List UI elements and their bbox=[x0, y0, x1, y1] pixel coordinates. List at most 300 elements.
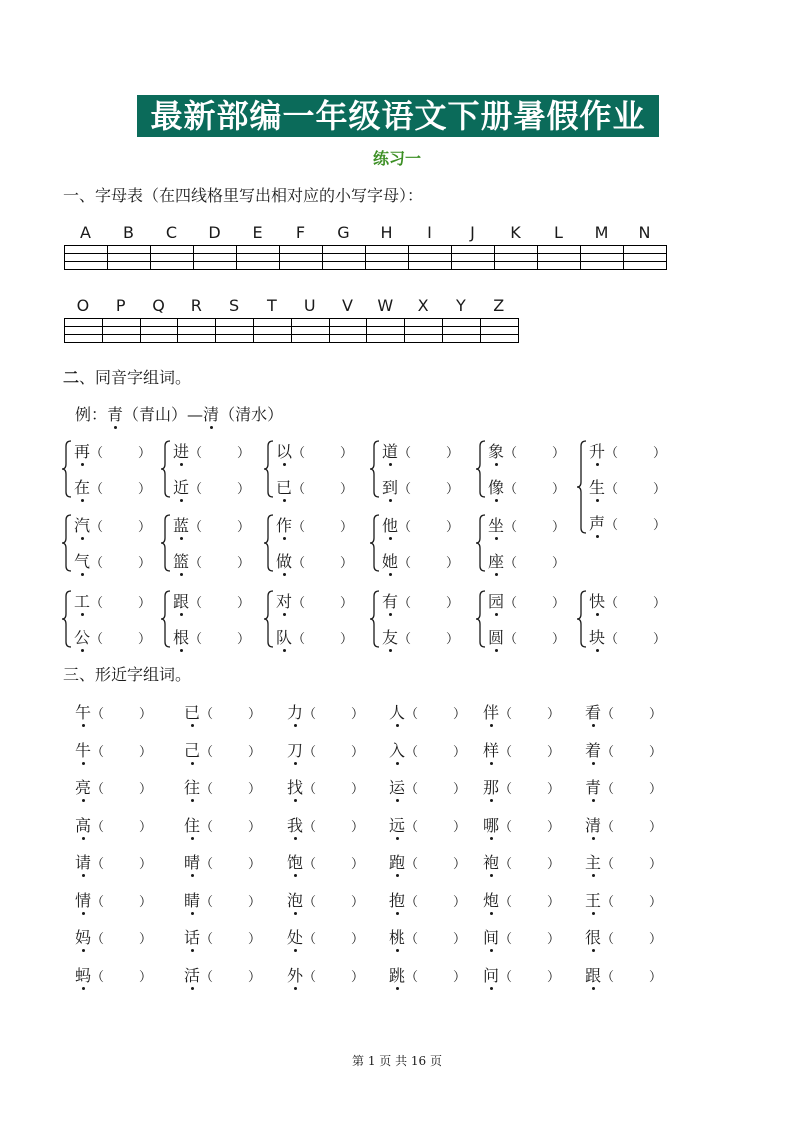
writing-cell[interactable] bbox=[216, 335, 254, 343]
char: 话 bbox=[184, 928, 201, 947]
paren-open: （ bbox=[303, 707, 317, 722]
paren-open: （ bbox=[91, 782, 105, 797]
writing-cell[interactable] bbox=[102, 327, 140, 335]
writing-cell[interactable] bbox=[624, 254, 667, 262]
char-entry bbox=[75, 815, 153, 838]
alphabet-letter: O bbox=[76, 296, 90, 315]
paren-close: ） bbox=[139, 744, 153, 760]
paren-close: ） bbox=[351, 819, 365, 835]
char-entry bbox=[488, 628, 566, 650]
paren-open: （ bbox=[90, 556, 104, 571]
char-entry bbox=[287, 815, 365, 838]
paren-close: ） bbox=[248, 782, 262, 797]
char-entry bbox=[488, 592, 566, 614]
paren-open: （ bbox=[398, 632, 412, 647]
writing-cell[interactable] bbox=[65, 335, 103, 343]
char-entry bbox=[75, 703, 153, 725]
paren-close: ） bbox=[552, 520, 566, 535]
char: 座 bbox=[488, 552, 505, 571]
paren-close: ） bbox=[552, 446, 566, 461]
paren-close: ） bbox=[649, 819, 663, 835]
writing-cell[interactable] bbox=[409, 262, 452, 270]
char: 跟 bbox=[585, 965, 602, 985]
char-entry bbox=[389, 815, 467, 838]
four-line-grid-2 bbox=[64, 318, 519, 343]
paren-open: （ bbox=[292, 596, 306, 611]
paren-open: （ bbox=[405, 932, 419, 947]
paren-close: ） bbox=[552, 482, 566, 497]
example-prefix: 例： bbox=[75, 405, 108, 424]
writing-cell[interactable] bbox=[323, 254, 366, 262]
paren-open: （ bbox=[405, 744, 419, 760]
char-entry bbox=[483, 853, 561, 875]
writing-cell[interactable] bbox=[442, 319, 480, 327]
char-entry bbox=[585, 890, 663, 913]
paren-close: ） bbox=[453, 857, 467, 872]
char: 请 bbox=[75, 853, 92, 872]
writing-cell[interactable] bbox=[624, 246, 667, 254]
char: 工 bbox=[74, 592, 91, 611]
char-entry bbox=[184, 778, 262, 800]
char-entry bbox=[276, 592, 354, 614]
char: 到 bbox=[382, 478, 399, 497]
writing-cell[interactable] bbox=[367, 335, 405, 343]
char-entry bbox=[184, 815, 262, 838]
paren-close: ） bbox=[237, 520, 251, 535]
char: 篮 bbox=[173, 552, 190, 571]
writing-cell[interactable] bbox=[291, 327, 329, 335]
writing-cell[interactable] bbox=[409, 254, 452, 262]
writing-cell[interactable] bbox=[253, 335, 291, 343]
brace-icon bbox=[575, 590, 589, 648]
char: 坐 bbox=[488, 516, 505, 535]
char-entry bbox=[276, 478, 354, 500]
writing-cell[interactable] bbox=[624, 262, 667, 270]
writing-cell[interactable] bbox=[581, 254, 624, 262]
char-entry bbox=[276, 516, 354, 538]
paren-open: （ bbox=[292, 520, 306, 535]
writing-cell[interactable] bbox=[65, 246, 108, 254]
writing-cell[interactable] bbox=[452, 246, 495, 254]
char: 人 bbox=[389, 703, 406, 722]
writing-cell[interactable] bbox=[329, 327, 367, 335]
char: 远 bbox=[389, 815, 406, 835]
paren-open: （ bbox=[504, 446, 518, 461]
char: 牛 bbox=[75, 740, 92, 760]
writing-cell[interactable] bbox=[102, 335, 140, 343]
paren-open: （ bbox=[601, 707, 615, 722]
paren-open: （ bbox=[91, 969, 105, 985]
writing-cell[interactable] bbox=[442, 327, 480, 335]
char: 已 bbox=[276, 478, 293, 497]
paren-close: ） bbox=[237, 446, 251, 461]
char: 升 bbox=[589, 442, 606, 461]
paren-open: （ bbox=[189, 556, 203, 571]
char-entry bbox=[389, 890, 467, 913]
paren-close: ） bbox=[248, 969, 262, 985]
writing-cell[interactable] bbox=[581, 262, 624, 270]
paren-close: ） bbox=[351, 894, 365, 910]
section2-number: 二 bbox=[63, 368, 80, 387]
writing-cell[interactable] bbox=[495, 246, 538, 254]
paren-open: （ bbox=[292, 632, 306, 647]
char-entry bbox=[75, 853, 153, 875]
alphabet-letter: U bbox=[303, 296, 316, 315]
paren-close: ） bbox=[453, 969, 467, 985]
paren-close: ） bbox=[446, 482, 460, 497]
paren-open: （ bbox=[303, 782, 317, 797]
paren-open: （ bbox=[90, 520, 104, 535]
char-entry bbox=[74, 442, 152, 464]
char: 清 bbox=[585, 815, 602, 835]
alphabet-letter: C bbox=[165, 223, 178, 242]
writing-cell[interactable] bbox=[108, 246, 151, 254]
char-entry bbox=[585, 778, 663, 800]
paren-close: ） bbox=[351, 782, 365, 797]
writing-cell[interactable] bbox=[329, 319, 367, 327]
writing-cell[interactable] bbox=[367, 327, 405, 335]
char-entry bbox=[173, 516, 251, 538]
paren-open: （ bbox=[91, 857, 105, 872]
paren-close: ） bbox=[248, 894, 262, 910]
paren-close: ） bbox=[237, 632, 251, 647]
paren-close: ） bbox=[653, 596, 667, 611]
alphabet-letter: K bbox=[510, 223, 521, 242]
char: 跑 bbox=[389, 853, 406, 872]
char-entry bbox=[287, 890, 365, 913]
char: 跳 bbox=[389, 965, 406, 985]
paren-open: （ bbox=[601, 894, 615, 910]
char: 对 bbox=[276, 592, 293, 611]
char: 道 bbox=[382, 442, 399, 461]
paren-open: （ bbox=[504, 632, 518, 647]
paren-close: ） bbox=[351, 932, 365, 947]
paren-close: ） bbox=[547, 744, 561, 760]
char: 气 bbox=[74, 552, 91, 571]
writing-cell[interactable] bbox=[366, 254, 409, 262]
char: 青 bbox=[585, 778, 602, 797]
char: 很 bbox=[585, 928, 602, 947]
writing-cell[interactable] bbox=[108, 262, 151, 270]
char-entry bbox=[483, 778, 561, 800]
paren-close: ） bbox=[453, 782, 467, 797]
char-entry bbox=[389, 740, 467, 763]
brace-icon bbox=[575, 440, 589, 534]
writing-cell[interactable] bbox=[366, 262, 409, 270]
writing-cell[interactable] bbox=[216, 327, 254, 335]
char-entry bbox=[173, 478, 251, 500]
brace-icon bbox=[159, 440, 173, 498]
writing-cell[interactable] bbox=[405, 335, 443, 343]
paren-open: （ bbox=[90, 446, 104, 461]
brace-icon bbox=[368, 590, 382, 648]
writing-cell[interactable] bbox=[237, 254, 280, 262]
char-entry bbox=[184, 853, 262, 875]
char-entry bbox=[483, 815, 561, 838]
paren-close: ） bbox=[340, 556, 354, 571]
char-entry bbox=[589, 592, 667, 614]
char-entry bbox=[389, 965, 467, 988]
char: 再 bbox=[74, 442, 91, 461]
char: 饱 bbox=[287, 853, 304, 872]
brace-icon bbox=[159, 514, 173, 572]
paren-open: （ bbox=[91, 894, 105, 910]
char-entry bbox=[589, 628, 667, 650]
writing-cell[interactable] bbox=[178, 319, 216, 327]
char-entry bbox=[75, 740, 153, 763]
char: 跟 bbox=[173, 592, 190, 611]
char: 以 bbox=[276, 442, 293, 461]
brace-icon bbox=[60, 440, 74, 498]
char-entry bbox=[585, 965, 663, 988]
char-entry bbox=[75, 778, 153, 800]
char-entry bbox=[276, 552, 354, 574]
writing-cell[interactable] bbox=[367, 319, 405, 327]
paren-close: ） bbox=[139, 857, 153, 872]
writing-cell[interactable] bbox=[323, 262, 366, 270]
paren-close: ） bbox=[340, 632, 354, 647]
paren-close: ） bbox=[653, 482, 667, 497]
writing-cell[interactable] bbox=[538, 246, 581, 254]
paren-close: ） bbox=[351, 707, 365, 722]
paren-open: （ bbox=[91, 819, 105, 835]
writing-cell[interactable] bbox=[280, 246, 323, 254]
char-entry bbox=[488, 442, 566, 464]
writing-cell[interactable] bbox=[108, 254, 151, 262]
writing-cell[interactable] bbox=[480, 327, 518, 335]
writing-cell[interactable] bbox=[495, 254, 538, 262]
paren-close: ） bbox=[547, 969, 561, 985]
char: 找 bbox=[287, 778, 304, 797]
paren-open: （ bbox=[189, 520, 203, 535]
writing-cell[interactable] bbox=[409, 246, 452, 254]
writing-cell[interactable] bbox=[65, 254, 108, 262]
paren-close: ） bbox=[547, 782, 561, 797]
writing-cell[interactable] bbox=[480, 319, 518, 327]
char: 进 bbox=[173, 442, 190, 461]
alphabet-letter: V bbox=[342, 296, 353, 315]
char: 我 bbox=[287, 815, 304, 835]
char-entry bbox=[389, 703, 467, 725]
paren-open: （ bbox=[189, 596, 203, 611]
writing-cell[interactable] bbox=[280, 254, 323, 262]
char: 情 bbox=[75, 890, 92, 910]
paren-close: ） bbox=[248, 744, 262, 760]
paren-open: （ bbox=[601, 744, 615, 760]
char-entry bbox=[589, 442, 667, 464]
paren-close: ） bbox=[649, 969, 663, 985]
writing-cell[interactable] bbox=[194, 262, 237, 270]
writing-cell[interactable] bbox=[178, 335, 216, 343]
writing-cell[interactable] bbox=[178, 327, 216, 335]
paren-close: ） bbox=[453, 707, 467, 722]
paren-close: ） bbox=[446, 596, 460, 611]
paren-close: ） bbox=[649, 894, 663, 910]
paren-close: ） bbox=[351, 969, 365, 985]
paren-close: ） bbox=[453, 744, 467, 760]
paren-close: ） bbox=[446, 632, 460, 647]
paren-close: ） bbox=[653, 632, 667, 647]
char-entry bbox=[585, 740, 663, 763]
paren-close: ） bbox=[139, 894, 153, 910]
brace-icon bbox=[368, 514, 382, 572]
paren-open: （ bbox=[91, 707, 105, 722]
brace-icon bbox=[474, 514, 488, 572]
alphabet-letter: S bbox=[229, 296, 240, 315]
char-entry bbox=[483, 703, 561, 725]
char: 蓝 bbox=[173, 516, 190, 535]
section3-heading: 三、形近字组词。 bbox=[63, 665, 192, 684]
char: 泡 bbox=[287, 890, 304, 910]
writing-cell[interactable] bbox=[102, 319, 140, 327]
writing-cell[interactable] bbox=[216, 319, 254, 327]
writing-cell[interactable] bbox=[194, 246, 237, 254]
paren-open: （ bbox=[90, 482, 104, 497]
paren-close: ） bbox=[547, 819, 561, 835]
writing-cell[interactable] bbox=[253, 319, 291, 327]
writing-cell[interactable] bbox=[366, 246, 409, 254]
paren-open: （ bbox=[601, 819, 615, 835]
writing-cell[interactable] bbox=[405, 327, 443, 335]
char-entry bbox=[74, 478, 152, 500]
paren-close: ） bbox=[139, 969, 153, 985]
writing-cell[interactable] bbox=[65, 262, 108, 270]
paren-open: （ bbox=[504, 520, 518, 535]
char: 运 bbox=[389, 778, 406, 797]
writing-cell[interactable] bbox=[480, 335, 518, 343]
writing-cell[interactable] bbox=[291, 319, 329, 327]
paren-open: （ bbox=[499, 819, 513, 835]
page-footer: 第 1 页 共 16 页 bbox=[352, 1054, 442, 1068]
paren-open: （ bbox=[189, 632, 203, 647]
writing-cell[interactable] bbox=[253, 327, 291, 335]
alphabet-letter: T bbox=[267, 296, 277, 315]
writing-cell[interactable] bbox=[140, 335, 178, 343]
char: 外 bbox=[287, 965, 304, 985]
paren-open: （ bbox=[398, 482, 412, 497]
paren-close: ） bbox=[340, 446, 354, 461]
paren-close: ） bbox=[649, 782, 663, 797]
char: 抱 bbox=[389, 890, 406, 910]
char: 处 bbox=[287, 928, 304, 947]
alphabet-letter: B bbox=[123, 223, 134, 242]
char-entry bbox=[173, 552, 251, 574]
writing-cell[interactable] bbox=[495, 262, 538, 270]
writing-cell[interactable] bbox=[280, 262, 323, 270]
writing-cell[interactable] bbox=[65, 319, 103, 327]
paren-open: （ bbox=[90, 596, 104, 611]
paren-open: （ bbox=[91, 932, 105, 947]
writing-cell[interactable] bbox=[65, 327, 103, 335]
char-entry bbox=[589, 514, 667, 536]
paren-open: （ bbox=[605, 596, 619, 611]
paren-close: ） bbox=[552, 596, 566, 611]
paren-open: （ bbox=[499, 969, 513, 985]
char: 作 bbox=[276, 516, 293, 535]
brace-icon bbox=[262, 590, 276, 648]
writing-cell[interactable] bbox=[151, 246, 194, 254]
char: 样 bbox=[483, 740, 500, 760]
writing-cell[interactable] bbox=[329, 335, 367, 343]
char: 刀 bbox=[287, 740, 304, 760]
writing-cell[interactable] bbox=[151, 254, 194, 262]
char: 她 bbox=[382, 552, 399, 571]
writing-cell[interactable] bbox=[140, 319, 178, 327]
writing-cell[interactable] bbox=[442, 335, 480, 343]
writing-cell[interactable] bbox=[291, 335, 329, 343]
char-entry bbox=[389, 778, 467, 800]
paren-close: ） bbox=[248, 857, 262, 872]
char: 睛 bbox=[184, 890, 201, 910]
writing-cell[interactable] bbox=[538, 262, 581, 270]
writing-cell[interactable] bbox=[323, 246, 366, 254]
paren-close: ） bbox=[446, 446, 460, 461]
paren-open: （ bbox=[200, 819, 214, 835]
char: 午 bbox=[75, 703, 92, 722]
paren-close: ） bbox=[237, 482, 251, 497]
paren-close: ） bbox=[351, 744, 365, 760]
char-entry bbox=[488, 552, 566, 574]
char: 桃 bbox=[389, 928, 406, 947]
char: 队 bbox=[276, 628, 293, 647]
char-entry bbox=[483, 890, 561, 913]
writing-cell[interactable] bbox=[452, 262, 495, 270]
char-entry bbox=[483, 965, 561, 988]
paren-open: （ bbox=[91, 744, 105, 760]
writing-cell[interactable] bbox=[452, 254, 495, 262]
paren-open: （ bbox=[405, 969, 419, 985]
writing-cell[interactable] bbox=[140, 327, 178, 335]
writing-cell[interactable] bbox=[194, 254, 237, 262]
char: 像 bbox=[488, 478, 505, 497]
alphabet-letter: J bbox=[470, 223, 475, 242]
writing-cell[interactable] bbox=[151, 262, 194, 270]
char: 晴 bbox=[184, 853, 201, 872]
example-dash: — bbox=[187, 405, 204, 424]
brace-icon bbox=[262, 514, 276, 572]
char-entry bbox=[287, 928, 365, 950]
paren-close: ） bbox=[649, 857, 663, 872]
writing-cell[interactable] bbox=[237, 262, 280, 270]
char: 入 bbox=[389, 740, 406, 760]
alphabet-letter: D bbox=[208, 223, 221, 242]
char: 主 bbox=[585, 853, 602, 872]
paren-close: ） bbox=[649, 932, 663, 947]
writing-cell[interactable] bbox=[581, 246, 624, 254]
paren-open: （ bbox=[200, 857, 214, 872]
alphabet-letter: R bbox=[190, 296, 202, 315]
paren-close: ） bbox=[649, 707, 663, 722]
paren-close: ） bbox=[351, 857, 365, 872]
alphabet-letter: N bbox=[638, 223, 651, 242]
writing-cell[interactable] bbox=[237, 246, 280, 254]
paren-open: （ bbox=[405, 894, 419, 910]
char: 园 bbox=[488, 592, 505, 611]
writing-cell[interactable] bbox=[405, 319, 443, 327]
paren-close: ） bbox=[653, 518, 667, 533]
paren-close: ） bbox=[340, 596, 354, 611]
paren-close: ） bbox=[547, 894, 561, 910]
char: 圆 bbox=[488, 628, 505, 647]
section2-heading-text: 、同音字组词。 bbox=[79, 368, 192, 387]
paren-open: （ bbox=[499, 857, 513, 872]
paren-close: ） bbox=[138, 632, 152, 647]
paren-open: （ bbox=[398, 556, 412, 571]
example-char-2: 清 bbox=[203, 402, 219, 425]
writing-cell[interactable] bbox=[538, 254, 581, 262]
char-entry bbox=[389, 853, 467, 875]
paren-open: （ bbox=[405, 707, 419, 722]
